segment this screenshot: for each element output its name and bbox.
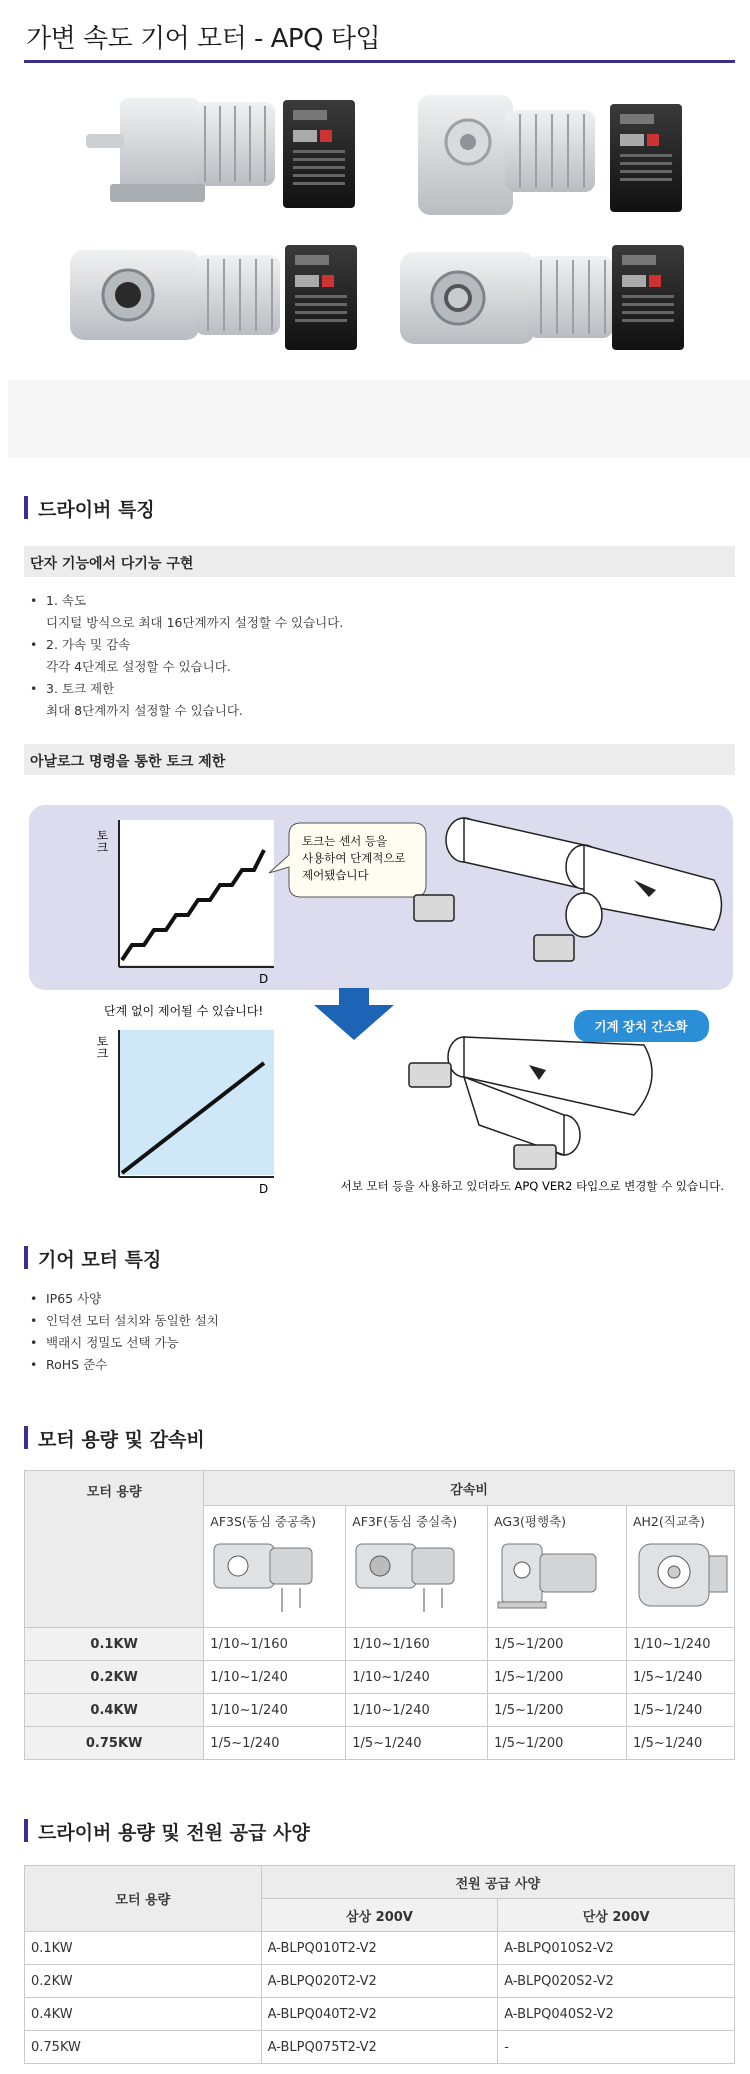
motor-type-af3f: AF3F(동심 중실축) (346, 1506, 488, 1628)
motor-image-2 (418, 95, 595, 215)
hero-caption-band (8, 380, 750, 458)
subsection-title-analog-torque: 아날로그 명령을 통한 토크 제한 (24, 744, 735, 775)
motor-image-3 (70, 250, 280, 340)
driver-feature-list (30, 590, 343, 722)
col-header-1phase: 단상 200V (498, 1899, 735, 1932)
table-row: 0.75KW 1/5~1/240 1/5~1/240 1/5~1/200 1/5~1/240 (25, 1727, 735, 1760)
list-item: • 1. 속도 디지털 방식으로 최대 16단계까지 설정할 수 있습니다. (30, 590, 343, 634)
axis-label-torque-1: 토크 (95, 829, 109, 853)
section-title-driver-features: 드라이버 특징 (24, 495, 155, 522)
col-header-3phase: 삼상 200V (261, 1899, 498, 1932)
badge-text: 기계 장치 간소화 (594, 1019, 688, 1034)
table-row: 0.1KW 1/10~1/160 1/10~1/160 1/5~1/200 1/10~1/240 (25, 1628, 735, 1661)
list-item: • RoHS 준수 (30, 1354, 219, 1376)
bottom-caption: 서보 모터 등을 사용하고 있더라도 APQ VER2 타입으로 변경할 수 있습니다. (340, 1179, 724, 1193)
callout-text: 사용하여 단계적으로 (302, 851, 406, 865)
section-title-capacity: 모터 용량 및 감속비 (24, 1425, 205, 1452)
subsection-title-multifunction: 단자 기능에서 다기능 구현 (24, 546, 735, 577)
callout-text: 제어됐습니다 (302, 868, 369, 882)
product-photo (0, 80, 750, 380)
torque-control-diagram (24, 795, 735, 1205)
table-row: 0.4KW A-BLPQ040T2-V2 A-BLPQ040S2-V2 (25, 1998, 735, 2031)
motor-image-4 (400, 252, 613, 344)
driver-image-1 (283, 100, 355, 208)
driver-image-3 (285, 245, 357, 350)
callout-text: 토크는 센서 등을 (302, 834, 388, 848)
motor-type-ah2: AH2(직교축) (626, 1506, 734, 1628)
axis-label-torque-2: 토크 (95, 1035, 109, 1059)
col-header-power: 전원 공급 사양 (261, 1866, 734, 1899)
section-title-driver-capacity: 드라이버 용량 및 전원 공급 사양 (24, 1818, 310, 1845)
title-divider (24, 60, 735, 63)
down-arrow-icon (314, 988, 394, 1040)
table-row: 0.2KW A-BLPQ020T2-V2 A-BLPQ020S2-V2 (25, 1965, 735, 1998)
machine-drawing-stepless (409, 1037, 652, 1169)
table-row: 0.75KW A-BLPQ075T2-V2 - (25, 2031, 735, 2064)
axis-label-d-2: D (259, 1182, 269, 1196)
section-title-gear-features: 기어 모터 특징 (24, 1245, 161, 1272)
motor-type-ag3: AG3(평행축) (488, 1506, 627, 1628)
driver-image-4 (612, 245, 684, 350)
col-header-ratio: 감속비 (204, 1471, 735, 1506)
stepless-caption: 단계 없이 제어될 수 있습니다! (104, 1004, 264, 1018)
driver-power-table (24, 1865, 735, 2064)
motor-type-af3s: AF3S(동심 중공축) (204, 1506, 346, 1628)
gear-feature-list (30, 1288, 219, 1376)
capacity-ratio-table (24, 1470, 735, 1760)
table-row: 0.1KW A-BLPQ010T2-V2 A-BLPQ010S2-V2 (25, 1932, 735, 1965)
col-header-capacity: 모터 용량 (25, 1866, 262, 1932)
col-header-capacity: 모터 용량 (25, 1471, 204, 1628)
table-row: 0.4KW 1/10~1/240 1/10~1/240 1/5~1/200 1/5~1/240 (25, 1694, 735, 1727)
list-item: • IP65 사양 (30, 1288, 219, 1310)
page-title: 가변 속도 기어 모터 - APQ 타입 (26, 24, 381, 54)
list-item: • 인덕션 모터 설치와 동일한 설치 (30, 1310, 219, 1332)
list-item: • 2. 가속 및 감속 각각 4단계로 설정할 수 있습니다. (30, 634, 343, 678)
motor-image-1 (86, 98, 275, 202)
table-row: 0.2KW 1/10~1/240 1/10~1/240 1/5~1/200 1/5~1/240 (25, 1661, 735, 1694)
driver-image-2 (610, 104, 682, 212)
list-item: • 백래시 정밀도 선택 가능 (30, 1332, 219, 1354)
list-item: • 3. 토크 제한 최대 8단계까지 설정할 수 있습니다. (30, 678, 343, 722)
axis-label-d-1: D (259, 972, 269, 986)
